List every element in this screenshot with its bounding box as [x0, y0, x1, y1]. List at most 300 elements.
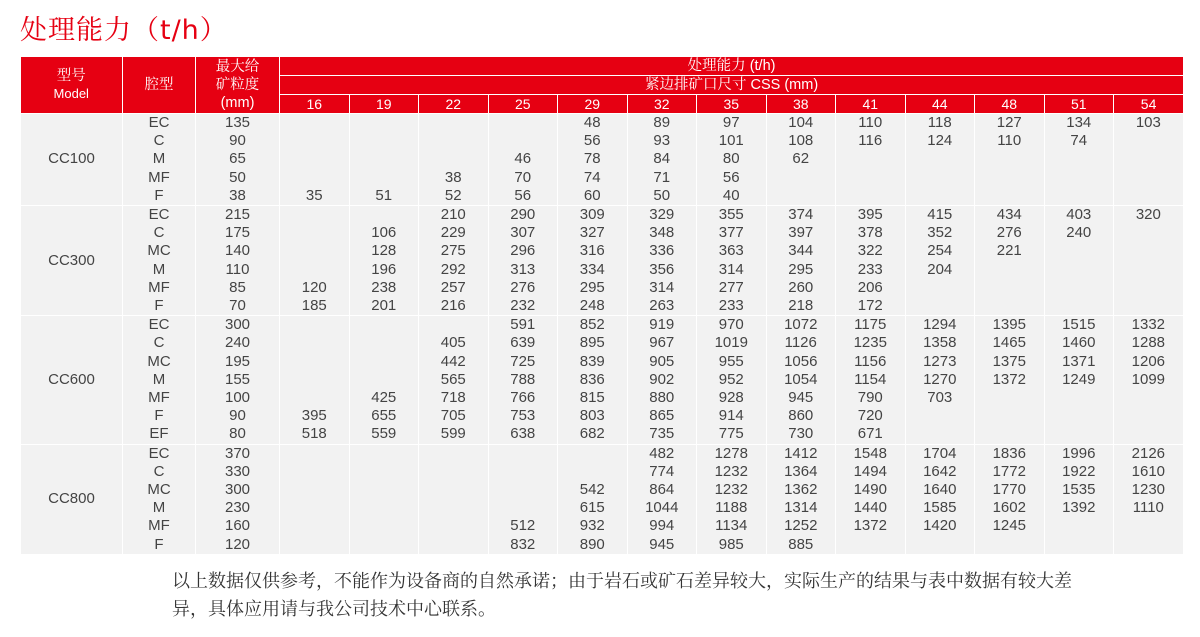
cavity-cell: C [123, 132, 196, 150]
disclaimer-note: 以上数据仅供参考，不能作为设备商的自然承诺；由于岩石或矿石差异较大，实际生产的结果与表中数据有较大差异，具体应用请与我公司技术中心联系。 [172, 571, 1072, 620]
capacity-cell: 703 [905, 389, 975, 407]
capacity-cell: 356 [627, 261, 697, 279]
css-value-header: 35 [697, 95, 767, 114]
capacity-cell: 1996 [1044, 444, 1114, 463]
cavity-cell: MF [123, 169, 196, 187]
feed-size-cell: 370 [196, 444, 280, 463]
cavity-cell: C [123, 463, 196, 481]
capacity-cell [349, 206, 419, 225]
capacity-cell: 1372 [975, 371, 1045, 389]
capacity-cell: 329 [627, 206, 697, 225]
capacity-cell: 1294 [905, 316, 975, 335]
capacity-cell: 221 [975, 242, 1045, 260]
capacity-cell: 74 [1044, 132, 1114, 150]
capacity-cell [905, 150, 975, 168]
model-cell: CC100 [21, 114, 123, 206]
capacity-table [20, 57, 1184, 554]
capacity-cell [975, 389, 1045, 407]
capacity-cell: 336 [627, 242, 697, 260]
capacity-cell: 599 [419, 425, 489, 444]
capacity-cell: 832 [488, 536, 558, 554]
table-row [21, 206, 1184, 225]
capacity-cell [280, 169, 350, 187]
capacity-cell: 1134 [697, 517, 767, 535]
capacity-cell [975, 169, 1045, 187]
capacity-cell: 1922 [1044, 463, 1114, 481]
capacity-cell: 106 [349, 224, 419, 242]
capacity-cell: 1156 [836, 353, 906, 371]
capacity-cell: 238 [349, 279, 419, 297]
feed-size-cell: 50 [196, 169, 280, 187]
cavity-cell: MC [123, 353, 196, 371]
capacity-cell: 967 [627, 334, 697, 352]
capacity-cell [975, 425, 1045, 444]
capacity-cell: 1420 [905, 517, 975, 535]
capacity-cell: 118 [905, 114, 975, 133]
table-row [21, 150, 1184, 168]
capacity-cell: 276 [488, 279, 558, 297]
capacity-cell: 201 [349, 297, 419, 316]
capacity-cell: 1273 [905, 353, 975, 371]
capacity-cell [280, 517, 350, 535]
capacity-cell: 890 [558, 536, 628, 554]
capacity-cell: 334 [558, 261, 628, 279]
capacity-cell: 120 [280, 279, 350, 297]
capacity-cell [1114, 242, 1184, 260]
capacity-cell: 355 [697, 206, 767, 225]
feed-size-cell: 195 [196, 353, 280, 371]
table-row [21, 132, 1184, 150]
capacity-cell: 1375 [975, 353, 1045, 371]
cavity-cell: MF [123, 389, 196, 407]
capacity-cell: 363 [697, 242, 767, 260]
capacity-cell: 970 [697, 316, 767, 335]
capacity-cell: 425 [349, 389, 419, 407]
table-row [21, 463, 1184, 481]
capacity-cell: 1640 [905, 481, 975, 499]
capacity-cell [1044, 297, 1114, 316]
model-cell: CC600 [21, 316, 123, 444]
capacity-cell: 352 [905, 224, 975, 242]
css-value-header: 38 [766, 95, 836, 114]
capacity-cell: 638 [488, 425, 558, 444]
capacity-cell: 216 [419, 297, 489, 316]
capacity-cell [975, 297, 1045, 316]
cavity-cell: F [123, 407, 196, 425]
capacity-cell [1114, 425, 1184, 444]
table-row [21, 425, 1184, 444]
capacity-cell [488, 499, 558, 517]
capacity-cell: 1188 [697, 499, 767, 517]
capacity-cell [419, 132, 489, 150]
capacity-cell [1044, 517, 1114, 535]
capacity-cell: 952 [697, 371, 767, 389]
capacity-cell: 1364 [766, 463, 836, 481]
cavity-cell: F [123, 297, 196, 316]
capacity-cell: 852 [558, 316, 628, 335]
capacity-cell [558, 463, 628, 481]
capacity-cell [1114, 517, 1184, 535]
capacity-cell [280, 224, 350, 242]
capacity-cell: 395 [836, 206, 906, 225]
capacity-cell: 134 [1044, 114, 1114, 133]
capacity-cell: 232 [488, 297, 558, 316]
capacity-cell: 101 [697, 132, 767, 150]
feed-size-cell: 70 [196, 297, 280, 316]
capacity-cell [488, 114, 558, 133]
capacity-cell: 276 [975, 224, 1045, 242]
capacity-cell: 60 [558, 187, 628, 206]
capacity-cell: 718 [419, 389, 489, 407]
capacity-cell: 374 [766, 206, 836, 225]
capacity-cell: 1249 [1044, 371, 1114, 389]
capacity-cell [349, 517, 419, 535]
capacity-cell: 1245 [975, 517, 1045, 535]
capacity-cell: 260 [766, 279, 836, 297]
capacity-cell: 1044 [627, 499, 697, 517]
capacity-cell: 206 [836, 279, 906, 297]
capacity-cell: 257 [419, 279, 489, 297]
capacity-cell [280, 334, 350, 352]
table-row [21, 187, 1184, 206]
feed-size-cell: 240 [196, 334, 280, 352]
capacity-cell: 110 [836, 114, 906, 133]
capacity-cell: 1465 [975, 334, 1045, 352]
capacity-cell [1114, 187, 1184, 206]
capacity-cell [349, 169, 419, 187]
capacity-cell [488, 132, 558, 150]
cavity-cell: M [123, 261, 196, 279]
capacity-cell: 277 [697, 279, 767, 297]
capacity-cell: 1395 [975, 316, 1045, 335]
capacity-cell [349, 463, 419, 481]
capacity-cell [280, 499, 350, 517]
capacity-cell: 482 [627, 444, 697, 463]
capacity-cell [1044, 169, 1114, 187]
capacity-cell [1114, 297, 1184, 316]
capacity-cell: 397 [766, 224, 836, 242]
capacity-cell: 1232 [697, 463, 767, 481]
css-value-header: 44 [905, 95, 975, 114]
feed-size-cell: 140 [196, 242, 280, 260]
capacity-cell: 314 [627, 279, 697, 297]
capacity-cell: 1392 [1044, 499, 1114, 517]
capacity-cell: 320 [1114, 206, 1184, 225]
capacity-cell: 730 [766, 425, 836, 444]
capacity-cell: 774 [627, 463, 697, 481]
model-cell: CC800 [21, 444, 123, 554]
capacity-cell: 1515 [1044, 316, 1114, 335]
capacity-cell: 78 [558, 150, 628, 168]
capacity-cell: 985 [697, 536, 767, 554]
capacity-cell: 296 [488, 242, 558, 260]
capacity-cell: 307 [488, 224, 558, 242]
capacity-cell: 836 [558, 371, 628, 389]
capacity-cell: 1772 [975, 463, 1045, 481]
cavity-cell: M [123, 371, 196, 389]
capacity-cell: 56 [488, 187, 558, 206]
capacity-cell: 1235 [836, 334, 906, 352]
header-feed-line2: 矿粒度 [215, 77, 260, 93]
capacity-cell: 1278 [697, 444, 767, 463]
capacity-cell [349, 444, 419, 463]
capacity-cell [836, 169, 906, 187]
capacity-cell: 210 [419, 206, 489, 225]
capacity-cell [766, 169, 836, 187]
capacity-cell: 1126 [766, 334, 836, 352]
capacity-cell [488, 444, 558, 463]
capacity-cell: 124 [905, 132, 975, 150]
cavity-cell: EC [123, 114, 196, 133]
capacity-cell: 1252 [766, 517, 836, 535]
capacity-cell [905, 425, 975, 444]
capacity-cell: 56 [697, 169, 767, 187]
capacity-cell: 322 [836, 242, 906, 260]
capacity-cell [488, 463, 558, 481]
css-value-header: 41 [836, 95, 906, 114]
capacity-cell: 1314 [766, 499, 836, 517]
capacity-cell: 316 [558, 242, 628, 260]
capacity-cell [419, 463, 489, 481]
header-feed-size [196, 57, 280, 114]
table-row [21, 407, 1184, 425]
capacity-cell: 48 [558, 114, 628, 133]
capacity-cell: 127 [975, 114, 1045, 133]
capacity-cell [349, 536, 419, 554]
capacity-cell: 442 [419, 353, 489, 371]
capacity-cell: 108 [766, 132, 836, 150]
css-value-header: 16 [280, 95, 350, 114]
capacity-cell: 415 [905, 206, 975, 225]
capacity-cell [1114, 150, 1184, 168]
capacity-cell [1114, 261, 1184, 279]
capacity-cell [419, 481, 489, 499]
capacity-cell: 914 [697, 407, 767, 425]
capacity-cell: 275 [419, 242, 489, 260]
capacity-cell: 395 [280, 407, 350, 425]
capacity-cell: 865 [627, 407, 697, 425]
capacity-cell [905, 407, 975, 425]
capacity-cell: 434 [975, 206, 1045, 225]
feed-size-cell: 215 [196, 206, 280, 225]
capacity-cell [905, 536, 975, 554]
capacity-cell: 1836 [975, 444, 1045, 463]
table-row [21, 279, 1184, 297]
capacity-cell: 1494 [836, 463, 906, 481]
capacity-cell [905, 297, 975, 316]
capacity-cell: 955 [697, 353, 767, 371]
cavity-cell: EC [123, 316, 196, 335]
capacity-cell: 1206 [1114, 353, 1184, 371]
capacity-cell: 1099 [1114, 371, 1184, 389]
capacity-cell [1044, 187, 1114, 206]
capacity-cell: 218 [766, 297, 836, 316]
capacity-cell: 1072 [766, 316, 836, 335]
capacity-cell: 97 [697, 114, 767, 133]
capacity-cell: 1332 [1114, 316, 1184, 335]
capacity-cell: 71 [627, 169, 697, 187]
capacity-cell: 775 [697, 425, 767, 444]
capacity-cell: 1110 [1114, 499, 1184, 517]
capacity-cell: 895 [558, 334, 628, 352]
capacity-cell [905, 169, 975, 187]
table-row [21, 114, 1184, 133]
capacity-cell: 295 [766, 261, 836, 279]
table-row [21, 169, 1184, 187]
header-cavity: 腔型 [123, 57, 196, 114]
table-row [21, 371, 1184, 389]
capacity-cell: 788 [488, 371, 558, 389]
capacity-cell: 185 [280, 297, 350, 316]
capacity-cell [419, 517, 489, 535]
capacity-cell [349, 481, 419, 499]
capacity-cell: 56 [558, 132, 628, 150]
capacity-cell [558, 444, 628, 463]
table-row [21, 242, 1184, 260]
capacity-cell [280, 353, 350, 371]
cavity-cell: MF [123, 279, 196, 297]
feed-size-cell: 120 [196, 536, 280, 554]
capacity-cell [419, 536, 489, 554]
capacity-cell [975, 407, 1045, 425]
feed-size-cell: 300 [196, 481, 280, 499]
capacity-cell: 885 [766, 536, 836, 554]
cavity-cell: C [123, 334, 196, 352]
capacity-cell [836, 536, 906, 554]
capacity-cell [280, 150, 350, 168]
capacity-cell [1114, 279, 1184, 297]
cavity-cell: C [123, 224, 196, 242]
capacity-cell: 229 [419, 224, 489, 242]
capacity-cell [349, 334, 419, 352]
capacity-cell [1114, 536, 1184, 554]
capacity-cell [1114, 224, 1184, 242]
capacity-cell: 1175 [836, 316, 906, 335]
capacity-cell [975, 261, 1045, 279]
capacity-cell: 720 [836, 407, 906, 425]
capacity-cell: 103 [1114, 114, 1184, 133]
capacity-cell: 62 [766, 150, 836, 168]
table-row [21, 261, 1184, 279]
capacity-cell: 295 [558, 279, 628, 297]
capacity-cell [419, 114, 489, 133]
cavity-cell: M [123, 150, 196, 168]
capacity-cell: 945 [627, 536, 697, 554]
css-value-header: 22 [419, 95, 489, 114]
capacity-cell: 705 [419, 407, 489, 425]
capacity-cell: 753 [488, 407, 558, 425]
capacity-cell [1044, 242, 1114, 260]
capacity-cell [280, 206, 350, 225]
capacity-cell: 512 [488, 517, 558, 535]
table-row [21, 224, 1184, 242]
header-capacity: 处理能力 (t/h) [280, 57, 1184, 76]
css-value-header: 51 [1044, 95, 1114, 114]
capacity-cell: 1056 [766, 353, 836, 371]
capacity-cell [1114, 407, 1184, 425]
capacity-cell: 945 [766, 389, 836, 407]
capacity-cell [349, 499, 419, 517]
capacity-cell [1044, 389, 1114, 407]
capacity-cell [280, 242, 350, 260]
css-value-header: 48 [975, 95, 1045, 114]
model-cell: CC300 [21, 206, 123, 316]
css-value-header: 25 [488, 95, 558, 114]
css-value-header: 29 [558, 95, 628, 114]
capacity-cell [1044, 536, 1114, 554]
capacity-cell: 314 [697, 261, 767, 279]
capacity-cell: 1490 [836, 481, 906, 499]
capacity-cell [1044, 407, 1114, 425]
capacity-cell: 1371 [1044, 353, 1114, 371]
cavity-cell: EC [123, 444, 196, 463]
feed-size-cell: 175 [196, 224, 280, 242]
page-title: 处理能力（t/h） [20, 15, 228, 46]
capacity-cell: 80 [697, 150, 767, 168]
header-model [21, 57, 123, 114]
capacity-cell: 639 [488, 334, 558, 352]
capacity-cell: 994 [627, 517, 697, 535]
table-row [21, 499, 1184, 517]
capacity-cell [349, 114, 419, 133]
capacity-cell [280, 132, 350, 150]
capacity-cell: 40 [697, 187, 767, 206]
feed-size-cell: 230 [196, 499, 280, 517]
feed-size-cell: 80 [196, 425, 280, 444]
capacity-cell [280, 261, 350, 279]
table-row [21, 481, 1184, 499]
capacity-cell: 860 [766, 407, 836, 425]
capacity-cell: 671 [836, 425, 906, 444]
capacity-cell: 38 [419, 169, 489, 187]
header-model-en: Model [53, 86, 89, 101]
capacity-cell: 1270 [905, 371, 975, 389]
feed-size-cell: 90 [196, 132, 280, 150]
capacity-cell: 1440 [836, 499, 906, 517]
table-row [21, 353, 1184, 371]
capacity-cell: 116 [836, 132, 906, 150]
capacity-cell: 292 [419, 261, 489, 279]
cavity-cell: M [123, 499, 196, 517]
capacity-cell: 263 [627, 297, 697, 316]
capacity-cell [349, 353, 419, 371]
capacity-cell: 74 [558, 169, 628, 187]
cavity-cell: MC [123, 242, 196, 260]
capacity-cell: 1585 [905, 499, 975, 517]
capacity-cell: 2126 [1114, 444, 1184, 463]
capacity-cell [349, 371, 419, 389]
capacity-cell [1044, 150, 1114, 168]
capacity-cell: 1770 [975, 481, 1045, 499]
capacity-cell: 233 [836, 261, 906, 279]
capacity-cell: 682 [558, 425, 628, 444]
capacity-cell [1114, 132, 1184, 150]
capacity-cell: 803 [558, 407, 628, 425]
capacity-cell [975, 536, 1045, 554]
capacity-cell: 313 [488, 261, 558, 279]
capacity-cell [280, 536, 350, 554]
capacity-cell [975, 279, 1045, 297]
capacity-cell: 35 [280, 187, 350, 206]
capacity-cell: 928 [697, 389, 767, 407]
capacity-cell: 344 [766, 242, 836, 260]
capacity-cell: 327 [558, 224, 628, 242]
capacity-cell: 1610 [1114, 463, 1184, 481]
table-header [21, 57, 1184, 114]
capacity-cell: 50 [627, 187, 697, 206]
capacity-cell [349, 132, 419, 150]
table-row [21, 316, 1184, 335]
